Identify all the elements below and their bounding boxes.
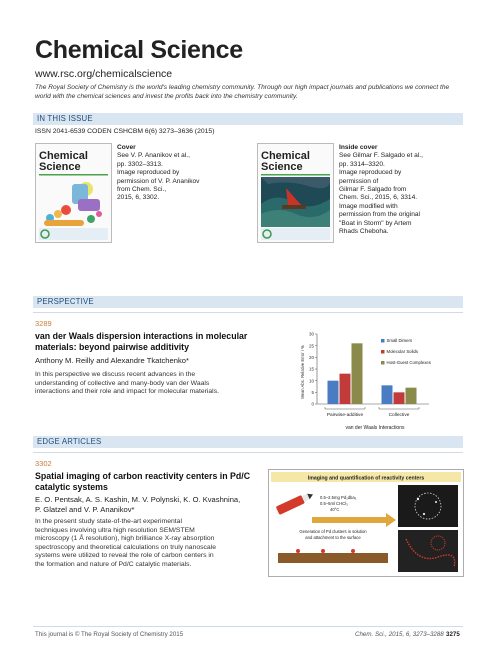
legend-swatch: [381, 350, 385, 354]
journal-tagline: The Royal Society of Chemistry is the world's leading chemistry community. Through our high impact journals and publications we connect the world with the chemical sciences and invest the profits back into the chemistry community.: [35, 84, 450, 100]
cover-caption-line: from Chem. Sci.,: [117, 186, 167, 194]
y-tick-label: 15: [308, 366, 314, 372]
footer-copyright: This journal is © The Royal Society of Chemistry 2015: [35, 631, 184, 638]
journal-title: Chemical Science: [35, 36, 243, 64]
micrograph-top: [398, 485, 458, 527]
legend-swatch: [381, 361, 385, 365]
inside-cover-caption-line: permission from the original: [339, 211, 420, 219]
inside-cover-caption-line: See Gilmar F. Salgado et al.,: [339, 152, 423, 160]
inside-cover-caption-line: Image reproduced by: [339, 169, 402, 177]
bar-small-dimers-0: [328, 381, 339, 404]
perspective-title-line: van der Waals dispersion interactions in molecular: [35, 331, 248, 341]
category-label: Pairwise-additive: [326, 413, 364, 418]
footer-citation: Chem. Sci., 2015, 6, 3273–3288: [355, 631, 444, 638]
perspective-abstract: [35, 371, 285, 397]
edge-page-number: 3302: [35, 459, 52, 468]
cover-illustration: [36, 144, 111, 242]
perspective-title-line: materials: beyond pairwise additivity: [35, 341, 189, 352]
edge-authors: [35, 495, 240, 515]
y-tick-label: 10: [308, 378, 314, 384]
inside-cover-logo-line1: Chemical: [261, 150, 310, 162]
legend-label: Molecular Solids: [386, 349, 419, 354]
inside-cover-caption-line: Rhads Cheboha.: [339, 228, 389, 236]
cover-image[interactable]: [35, 143, 112, 243]
inside-cover-logo-line2: Science: [261, 161, 303, 173]
edge-abstract-line: the formation and nature of Pd/C catalytic materials.: [35, 560, 192, 568]
edge-abstract-line: techniques involving ultra high resolution SEM/STEM: [35, 526, 195, 534]
edge-abstract-line: spectroscopy and theoretical calculations on truly nanoscale: [35, 543, 216, 551]
perspective-article-title[interactable]: [35, 331, 285, 352]
bar-molecular-solids-0: [340, 374, 351, 404]
y-tick-label: 30: [308, 331, 314, 337]
perspective-page-number: 3289: [35, 319, 52, 328]
edge-abstract-line: systems were utilized to reveal the role of carbon centers in: [35, 552, 214, 560]
perspective-abstract-line: In this perspective we discuss recent advances in the: [35, 371, 196, 378]
inside-cover-caption-line: permission of: [339, 177, 379, 185]
issn-line: ISSN 2041-6539 CODEN CSHCBM 6(6) 3273–3636 (2015): [35, 128, 215, 135]
y-tick-label: 25: [308, 343, 314, 349]
in-this-issue-heading: IN THIS ISSUE: [33, 113, 463, 125]
carbon-surface: [278, 553, 388, 563]
edge-graphical-abstract[interactable]: [268, 469, 464, 577]
edge-abstract: [35, 518, 285, 570]
inside-cover-caption-line: Chem. Sci., 2015, 6, 3314.: [339, 194, 418, 202]
cover-logo-line1: Chemical: [39, 150, 88, 162]
figure-caption-1: Generation of Pd clusters in solution: [299, 529, 367, 534]
y-tick-label: 0: [311, 401, 314, 407]
perspective-abstract-line: understanding of collective and many-body van der Waals: [35, 379, 210, 387]
cover-caption-line: permission of V. P. Ananikov: [117, 177, 200, 185]
category-bracket: [325, 407, 365, 409]
edge-authors-line: E. O. Pentsak, A. S. Kashin, M. V. Polynski, K. O. Kvashnina,: [35, 495, 241, 504]
edge-abstract-line: In the present study state-of-the-art experimental: [35, 518, 182, 525]
cover-caption-line: 2015, 6, 3302.: [117, 194, 160, 202]
cover-caption-line: pp. 3302–3313.: [117, 160, 163, 168]
bar-molecular-solids-1: [394, 392, 405, 404]
edge-articles-heading: EDGE ARTICLES: [33, 436, 463, 448]
legend-swatch: [381, 339, 385, 343]
figure-condition-2: 0.5–5ml CHCl₃: [320, 501, 348, 506]
inside-cover-caption-line: pp. 3314–3320.: [339, 160, 385, 168]
cover-caption-title: Cover: [117, 144, 136, 151]
legend-label: Small Dimers: [386, 338, 413, 343]
cover-caption-line: Image reproduced by: [117, 169, 180, 177]
legend-label: Host-Guest Complexes: [386, 360, 431, 365]
category-label: Collective: [388, 413, 410, 418]
perspective-heading: PERSPECTIVE: [33, 296, 463, 308]
y-tick-label: 20: [308, 354, 314, 360]
edge-abstract-line: microscopy (1 Å resolution), high brilliance X-ray absorption: [35, 535, 215, 543]
inside-cover-caption-line: Image modified with: [339, 202, 398, 210]
chart-x-axis-label: van der Waals Interactions: [345, 425, 405, 431]
inside-cover-caption-line: "Boat in Storm" by Artem: [339, 219, 412, 227]
section-divider: [33, 452, 463, 453]
footer-divider: [33, 626, 463, 627]
edge-article-title[interactable]: [35, 471, 285, 492]
inside-cover-caption: [339, 144, 423, 236]
perspective-abstract-line: interactions and their role and impact for molecular materials.: [35, 388, 219, 396]
edge-title-line: catalytic systems: [35, 481, 108, 492]
edge-title-line: Spatial imaging of carbon reactivity centers in Pd/C: [35, 471, 251, 481]
figure-condition-3: 40°C: [330, 507, 340, 512]
micrograph-bottom: [398, 530, 458, 572]
bar-host-guest-complexes-0: [352, 343, 363, 404]
inside-cover-caption-title: Inside cover: [339, 144, 378, 151]
inside-cover-caption-line: Gilmar F. Salgado from: [339, 186, 407, 194]
cover-caption: [117, 144, 199, 203]
figure-condition-1: 0.5–2.5mg Pd₂dba₃: [320, 495, 357, 500]
perspective-authors: Anthony M. Reilly and Alexandre Tkatchenko*: [35, 356, 189, 365]
footer-page-number: 3275: [446, 631, 460, 638]
chart-y-axis-label: Mean Abs. Relative Error / %: [300, 345, 305, 399]
vdw-bar-chart: [295, 328, 465, 440]
bar-small-dimers-1: [382, 385, 393, 404]
edge-authors-line: P. Glatzel and V. P. Ananikov*: [35, 505, 135, 514]
section-divider: [33, 312, 463, 313]
cover-caption-line: See V. P. Ananikov et al.,: [117, 152, 190, 160]
cover-logo-line2: Science: [39, 161, 81, 173]
category-bracket: [379, 407, 419, 409]
inside-cover-illustration: [258, 144, 333, 242]
figure-caption-2: and attachment to the surface: [305, 535, 361, 540]
journal-url[interactable]: www.rsc.org/chemicalscience: [35, 68, 173, 80]
figure-title: Imaging and quantification of reactivity centers: [307, 475, 425, 482]
bar-host-guest-complexes-1: [406, 388, 417, 404]
y-tick-label: 5: [311, 389, 314, 395]
inside-cover-image[interactable]: [257, 143, 334, 243]
